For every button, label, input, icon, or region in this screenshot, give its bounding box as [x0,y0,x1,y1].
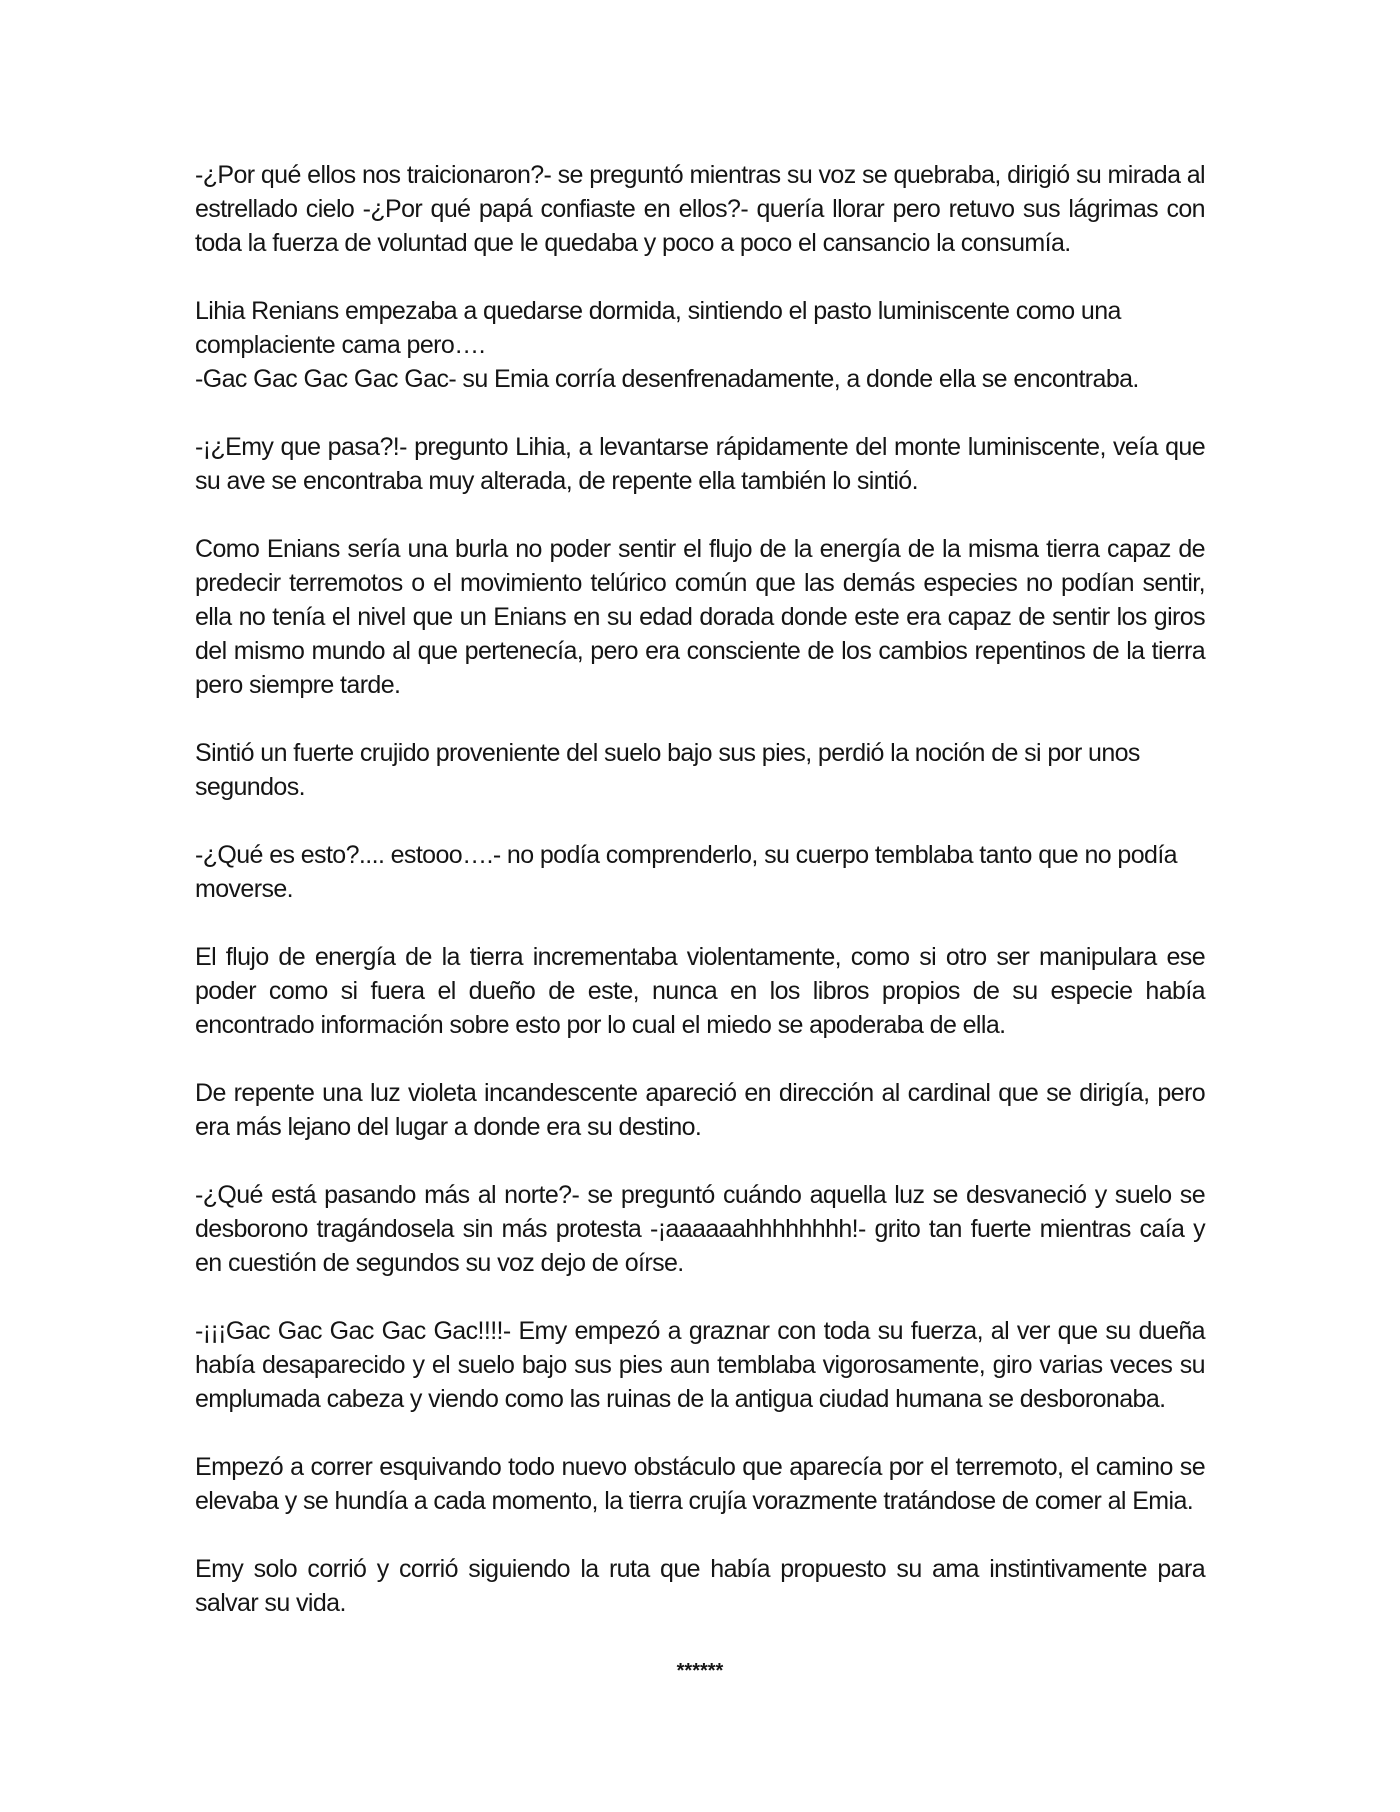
paragraph-3: -Gac Gac Gac Gac Gac- su Emia corría desenfrenadamente, a donde ella se encontraba. [195,365,1139,393]
document-page [195,158,1205,1708]
paragraph-4: -¡¿Emy que pasa?!- pregunto Lihia, a levantarse rápidamente del monte luminiscente, veía que su ave se encontraba muy alterada, de repente ella también lo sintió. [195,433,1205,495]
paragraph-1: -¿Por qué ellos nos traicionaron?- se preguntó mientras su voz se quebraba, dirigió su mirada al estrellado cielo -¿Por qué papá confiaste en ellos?- quería llorar pero retuvo sus lágrimas con toda la fuerza de voluntad que le quedaba y poco a poco el cansancio la consumía. [195,161,1205,257]
paragraph-8: El flujo de energía de la tierra incrementaba violentamente, como si otro ser manipulara ese poder como si fuera el dueño de este, nunca en los libros propios de su especie había encontrado información sobre esto por lo cual el miedo se apoderaba de ella. [195,943,1205,1039]
paragraph-10: -¿Qué está pasando más al norte?- se preguntó cuándo aquella luz se desvaneció y suelo se desborono tragándosela sin más protesta -¡aaaaaahhhhhhhh!- grito tan fuerte mientras caía y en cuestión de segundos su voz dejo de oírse. [195,1181,1205,1277]
paragraph-11: -¡¡¡Gac Gac Gac Gac Gac!!!!- Emy empezó a graznar con toda su fuerza, al ver que su dueña había desaparecido y el suelo bajo sus pies aun temblaba vigorosamente, giro varias veces su emplumada cabeza y viendo como las ruinas de la antigua ciudad humana se desboronaba. [195,1317,1205,1413]
paragraph-13: Emy solo corrió y corrió siguiendo la ruta que había propuesto su ama instintivamente para salvar su vida. [195,1555,1205,1617]
paragraph-9: De repente una luz violeta incandescente apareció en dirección al cardinal que se dirigía, pero era más lejano del lugar a donde era su destino. [195,1079,1205,1141]
paragraph-7: -¿Qué es esto?.... estooo….- no podía comprenderlo, su cuerpo temblaba tanto que no podía moverse. [195,841,1177,903]
paragraph-5: Como Enians sería una burla no poder sentir el flujo de la energía de la misma tierra capaz de predecir terremotos o el movimiento telúrico común que las demás especies no podían sentir, ella no tenía el nivel que un Enians en su edad dorada donde este era capaz de sentir los giros del mismo mundo al que pertenecía, pero era consciente de los cambios repentinos de la tierra pero siempre tarde. [195,535,1205,699]
paragraph-2: Lihia Renians empezaba a quedarse dormida, sintiendo el pasto luminiscente como una complaciente cama pero…. [195,297,1121,359]
section-separator: ****** [676,1660,724,1682]
paragraph-6: Sintió un fuerte crujido proveniente del suelo bajo sus pies, perdió la noción de si por unos segundos. [195,739,1140,801]
paragraph-12: Empezó a correr esquivando todo nuevo obstáculo que aparecía por el terremoto, el camino se elevaba y se hundía a cada momento, la tierra crujía vorazmente tratándose de comer al Emia. [195,1453,1205,1515]
